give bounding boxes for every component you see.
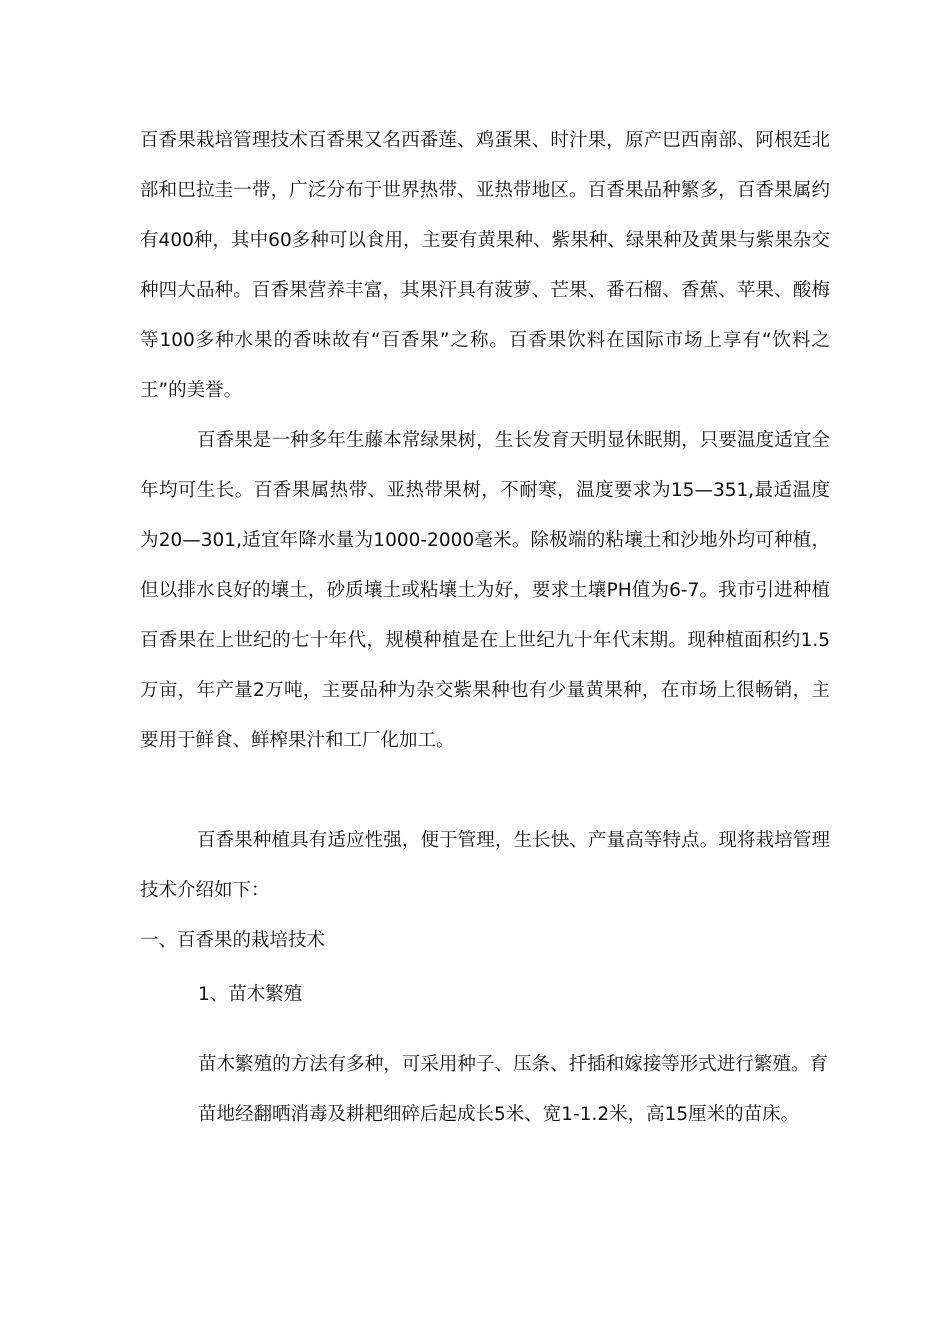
growth-conditions-paragraph: 百香果是一种多年生藤本常绿果树，生长发育天明显休眠期，只要温度适宜全年均可生长。百香果属热带、亚热带果树，不耐寒，温度要求为15—351,最适温度为20—301,适宜年降水量为1000-2000毫米。除极端的粘壤土和沙地外均可种植，但以排水良好的壤土，砂质壤土或粘壤土为好，要求土壤PH值为6-7。我市引进种植百香果在上世纪的七十年代，规模种植是在上世纪九十年代末期。现种植面积约1.5万亩，年产量2万吨，主要品种为杂交紫果种也有少量黄果种，在市场上很畅销，主要用于鲜食、鲜榨果汁和工厂化加工。 bbox=[140, 430, 830, 751]
section-heading: 一、百香果的栽培技术 bbox=[140, 930, 326, 951]
subsection-heading: 1、苗木繁殖 bbox=[198, 984, 303, 1005]
propagation-paragraph: 苗木繁殖的方法有多种，可采用种子、压条、扦插和嫁接等形式进行繁殖。育苗地经翻晒消毒及耕耙细碎后起成长5米、宽1-1.2米，高15厘米的苗床。 bbox=[198, 1054, 828, 1125]
intro-paragraph: 百香果栽培管理技术百香果又名西番莲、鸡蛋果、时汁果，原产巴西南部、阿根廷北部和巴拉圭一带，广泛分布于世界热带、亚热带地区。百香果品种繁多，百香果属约有400种，其中60多种可以食用，主要有黄果种、紫果种、绿果种及黄果与紫果杂交种四大品种。百香果营养丰富，其果汗具有菠萝、芒果、番石榴、香蕉、苹果、酸梅等100多种水果的香味故有“百香果”之称。百香果饮料在国际市场上享有“饮料之王”的美誉。 bbox=[140, 130, 830, 401]
features-paragraph: 百香果种植具有适应性强，便于管理，生长快、产量高等特点。现将栽培管理技术介绍如下： bbox=[140, 830, 830, 901]
